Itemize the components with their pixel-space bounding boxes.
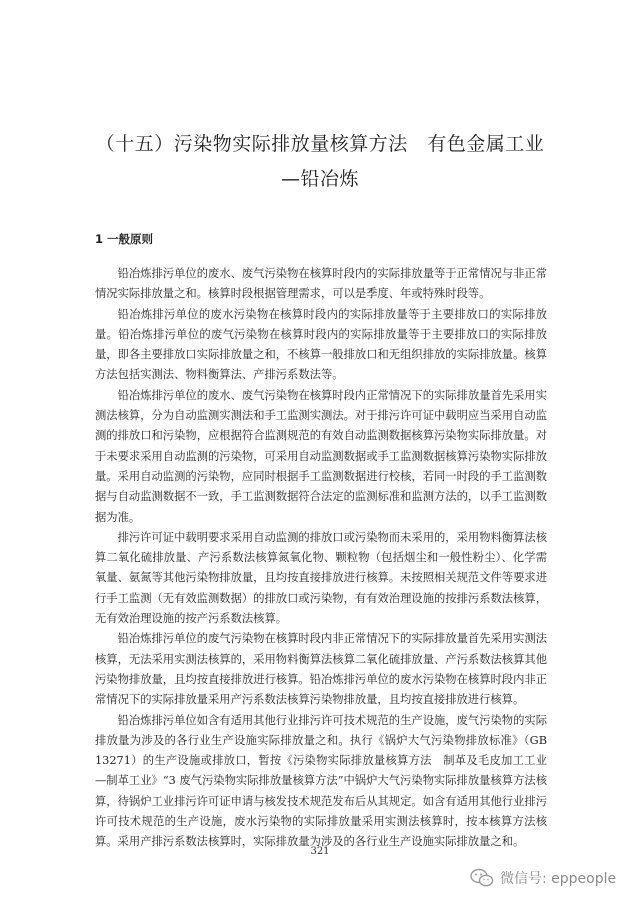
paragraph-4: 排污许可证中载明要求采用自动监测的排放口或污染物而未采用的，采用物料衡算法核算二氧化硫排放量、产污系数法核算氮氧化物、颗粒物（包括烟尘和一般性粉尘）、化学需氧量、氨氮等其他污染物排放量，且均按直接排放进行核算。未按照相关规范文件等要求进行手工监测（无有效监测数据）的排放口或污染物，有有效治理设施的按排污系数法核算，无有效治理设施的按产污系数法核算。 — [95, 530, 547, 626]
paragraph-6: 铅冶炼排污单位如含有适用其他行业排污许可技术规范的生产设施，废气污染物的实际排放量为涉及的各行业生产设施实际排放量之和。执行《锅炉大气污染物排放标准》（GB 13271）的生产设施或排放口，暂按《污染物实际排放量核算方法 制革及毛皮加工工业—制革工业》“3 废气污染物实际排放量核算方法”中锅炉大气污染物实际排放量核算方法核算，待锅炉工业排污许可证申请与核发技术规范发布后从其规定。如含有适用其他行业排污许可技术规范的生产设施，废水污染物的实际排放量采用实测法核算时，按本核算方法核算。采用产排污系数法核算时，实际排放量为涉及的各行业生产设施实际排放量之和。 — [95, 713, 547, 849]
wechat-icon — [470, 868, 494, 888]
document-subtitle: —铅冶炼 — [280, 168, 359, 190]
wechat-watermark — [470, 866, 616, 890]
page-number: 321 — [310, 846, 330, 857]
watermark-text: 微信号: eppeople — [500, 871, 617, 887]
paragraph-1: 铅冶炼排污单位的废水、废气污染物在核算时段内的实际排放量等于正常情况与非正常情况实际排放量之和。核算时段根据管理需求，可以是季度、年或特殊时段等。 — [95, 267, 547, 301]
body-text — [95, 264, 547, 853]
paragraph-3: 铅冶炼排污单位的废水、废气污染物在核算时段内正常情况下的实际排放量首先采用实测法核算，分为自动监测实测法和手工监测实测法。对于排污许可证中载明应当采用自动监测的排放口和污染物，应根据符合监测规范的有效自动监测数据核算污染物实际排放量。对于未要求采用自动监测的污染物，可采用自动监测数据或手工监测数据核算污染物实际排放量。采用自动监测的污染物，应同时根据手工监测数据进行校核，若同一时段的手工监测数据与自动监测数据不一致，手工监测数据符合法定的监测标准和监测方法的，以手工监测数据为准。 — [95, 388, 547, 524]
paragraph-2: 铅冶炼排污单位的废水污染物在核算时段内的实际排放量等于主要排放口的实际排放量。铅冶炼排污单位的废气污染物在核算时段内的实际排放量等于主要排放口的实际排放量，即各主要排放口实际排放量之和，不核算一般排放口和无组织排放的实际排放量。核算方法包括实测法、物料衡算法、产排污系数法等。 — [95, 307, 547, 382]
paragraph-5: 铅冶炼排污单位的废气污染物在核算时段内非正常情况下的实际排放量首先采用实测法核算，无法采用实测法核算的，采用物料衡算法核算二氧化硫排放量、产污系数法核算其他污染物排放量，且均按直接排放进行核算。铅冶炼排污单位的废水污染物在核算时段内非正常情况下的实际排放量采用产污系数法核算污染物排放量，且均按直接排放进行核算。 — [95, 632, 547, 707]
section-heading: 1 一般原则 — [95, 232, 154, 246]
document-title: （十五）污染物实际排放量核算方法 有色金属工业 — [95, 133, 545, 155]
